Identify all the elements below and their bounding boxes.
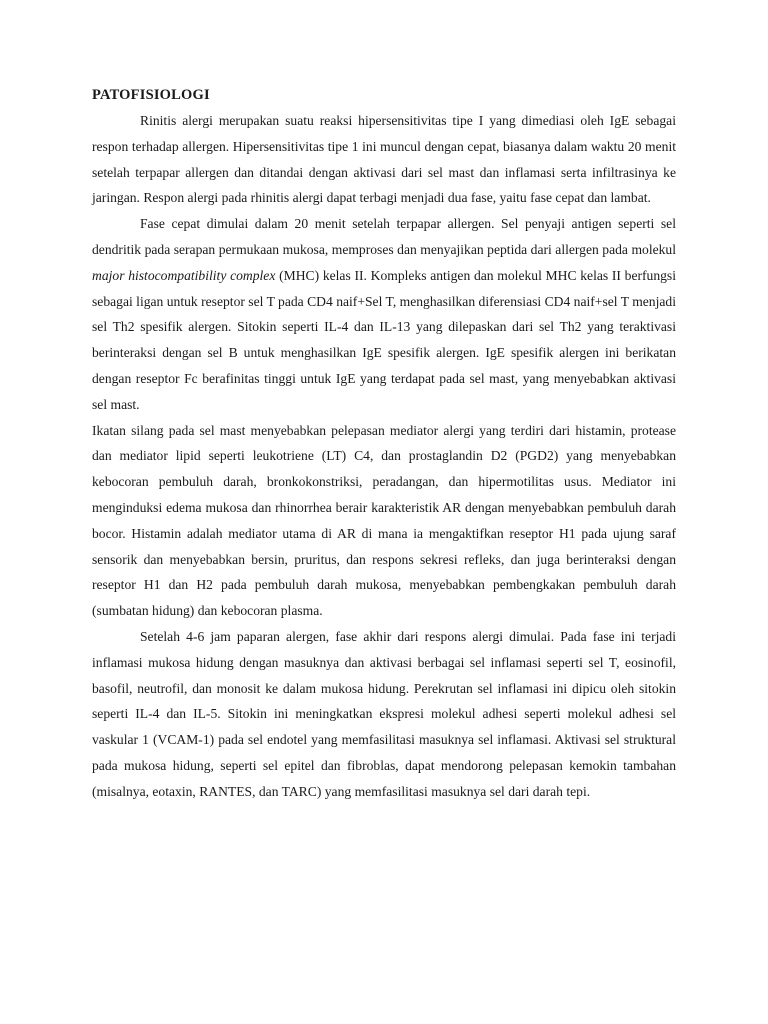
- paragraph-intro: Rinitis alergi merupakan suatu reaksi hipersensitivitas tipe I yang dimediasi oleh IgE sebagai respon terhadap allergen. Hipersensitivitas tipe 1 ini muncul dengan cepat, biasanya dalam waktu 20 menit setelah terpapar allergen dan ditandai dengan aktivasi dari sel mast dan inflamasi serta infiltrasinya ke jaringan. Respon alergi pada rhinitis alergi dapat terbagi menjadi dua fase, yaitu fase cepat dan lambat.: [92, 113, 676, 206]
- paragraph-early-phase-text-1: Fase cepat dimulai dalam 20 menit setelah terpapar allergen. Sel penyaji antigen seperti sel dendritik pada serapan permukaan mukosa, memproses dan menyajikan peptida dari allergen pada molekul: [92, 216, 676, 257]
- paragraph-late-phase: Setelah 4-6 jam paparan alergen, fase akhir dari respons alergi dimulai. Pada fase ini terjadi inflamasi mukosa hidung dengan masuknya dan aktivasi berbagai sel inflamasi seperti sel T, eosinofil, basofil, neutrofil, dan monosit ke dalam mukosa hidung. Perekrutan sel inflamasi ini dipicu oleh sitokin seperti IL-4 dan IL-5. Sitokin ini meningkatkan ekspresi molekul adhesi seperti molekul adhesi sel vaskular 1 (VCAM-1) pada sel endotel yang memfasilitasi masuknya sel inflamasi. Aktivasi sel struktural pada mukosa hidung, seperti sel epitel dan fibroblas, dapat mendorong pelepasan kemokin tambahan (misalnya, eotaxin, RANTES, dan TARC) yang memfasilitasi masuknya sel dari darah tepi.: [92, 628, 676, 799]
- section-heading: PATOFISIOLOGI: [92, 87, 210, 103]
- paragraph-crosslinking: Ikatan silang pada sel mast menyebabkan pelepasan mediator alergi yang terdiri dari histamin, protease dan mediator lipid seperti leukotriene (LT) C4, dan prostaglandin D2 (PGD2) yang menyebabkan kebocoran pembuluh darah, bronkokonstriksi, peradangan, dan hipermotilitas usus. Mediator ini menginduksi edema mukosa dan rhinorrhea berair karakteristik AR dengan menyebabkan pembuluh darah bocor. Histamin adalah mediator utama di AR di mana ia mengaktifkan reseptor H1 pada ujung saraf sensorik dan menyebabkan bersin, pruritus, dan respons sekresi refleks, dan juga berinteraksi dengan reseptor H1 dan H2 pada pembuluh darah mukosa, menyebabkan pembengkakan pembuluh darah (sumbatan hidung) dan kebocoran plasma.: [92, 422, 676, 619]
- paragraph-early-phase: [92, 211, 676, 417]
- paragraph-early-phase-italic-term: major histocompatibility complex: [92, 267, 276, 283]
- document-page: [92, 82, 676, 805]
- paragraph-early-phase-text-2: (MHC) kelas II. Kompleks antigen dan molekul MHC kelas II berfungsi sebagai ligan untuk reseptor sel T pada CD4 naif+Sel T, menghasilkan diferensiasi CD4 naif+sel T menjadi sel Th2 spesifik alergen. Sitokin seperti IL-4 dan IL-13 yang dilepaskan dari sel Th2 yang teraktivasi berinteraksi dengan sel B untuk menghasilkan IgE spesifik alergen. IgE spesifik alergen ini berikatan dengan reseptor Fc berafinitas tinggi untuk IgE yang terdapat pada sel mast, yang menyebabkan aktivasi sel mast.: [92, 267, 676, 412]
